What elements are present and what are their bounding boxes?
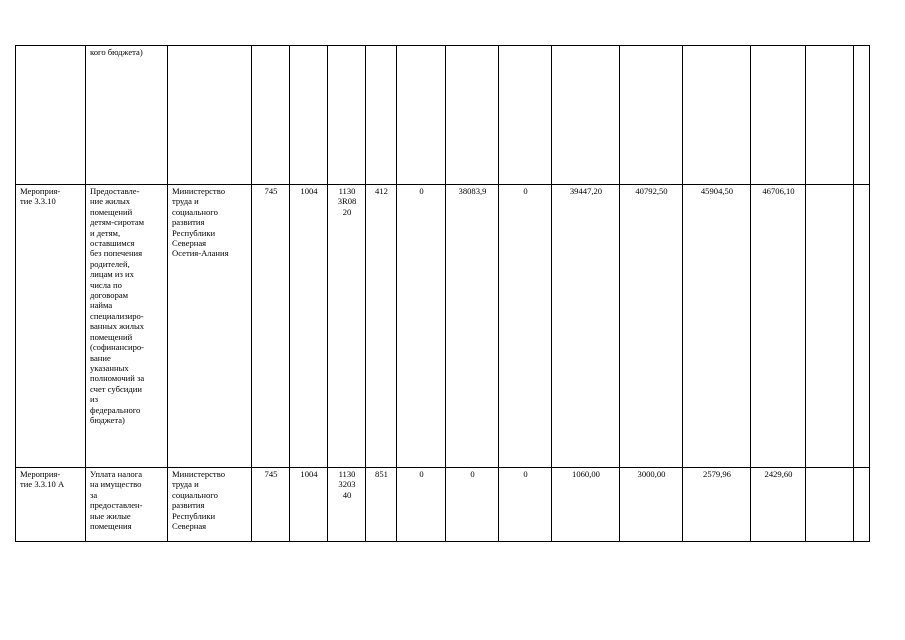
value-cell: 40792,50 xyxy=(620,185,683,468)
value-cell xyxy=(854,185,870,468)
value-cell xyxy=(683,46,751,185)
activity-description-cell: кого бюджета) xyxy=(86,46,168,185)
value-cell: 3000,00 xyxy=(620,468,683,542)
vr-cell xyxy=(366,46,397,185)
executor-cell xyxy=(168,46,252,185)
value-cell xyxy=(806,46,854,185)
rzpr-cell xyxy=(290,46,328,185)
value-cell xyxy=(854,46,870,185)
executor-cell: Министерство труда и социального развития Республики Северная Осетия-Алания xyxy=(168,185,252,468)
value-cell xyxy=(397,46,446,185)
value-cell xyxy=(446,46,499,185)
rzpr-cell: 1004 xyxy=(290,185,328,468)
csr-cell xyxy=(328,46,366,185)
value-cell xyxy=(854,468,870,542)
value-cell xyxy=(806,185,854,468)
value-cell xyxy=(806,468,854,542)
value-cell xyxy=(620,46,683,185)
table-row xyxy=(16,185,870,468)
activity-description-cell: Уплата налога на имущество за предоставлен- ные жилые помещения xyxy=(86,468,168,542)
grbs-cell xyxy=(252,46,290,185)
activity-name-cell xyxy=(16,46,86,185)
value-cell xyxy=(499,46,552,185)
grbs-cell: 745 xyxy=(252,468,290,542)
activity-name-cell: Мероприя- тие 3.3.10 xyxy=(16,185,86,468)
csr-cell: 1130 3R08 20 xyxy=(328,185,366,468)
value-cell: 0 xyxy=(397,468,446,542)
budget-table xyxy=(15,45,870,542)
value-cell xyxy=(751,46,806,185)
activity-description-cell: Предоставле- ние жилых помещений детям-сиротам и детям, оставшимся без попечения родителей, лицам из их числа по договорам найма специализиро- ванных жилых помещений (софинансиро- вание указанных полномочий за счет субсидии из федерального бюджета) xyxy=(86,185,168,468)
value-cell: 38083,9 xyxy=(446,185,499,468)
executor-cell: Министерство труда и социального развития Республики Северная xyxy=(168,468,252,542)
value-cell: 0 xyxy=(397,185,446,468)
rzpr-cell: 1004 xyxy=(290,468,328,542)
value-cell: 1060,00 xyxy=(552,468,620,542)
value-cell xyxy=(552,46,620,185)
value-cell: 0 xyxy=(499,468,552,542)
table-row xyxy=(16,468,870,542)
value-cell: 39447,20 xyxy=(552,185,620,468)
value-cell: 0 xyxy=(446,468,499,542)
value-cell: 2579,96 xyxy=(683,468,751,542)
table-row xyxy=(16,46,870,185)
value-cell: 2429,60 xyxy=(751,468,806,542)
value-cell: 45904,50 xyxy=(683,185,751,468)
csr-cell: 1130 3203 40 xyxy=(328,468,366,542)
value-cell: 0 xyxy=(499,185,552,468)
grbs-cell: 745 xyxy=(252,185,290,468)
value-cell: 46706,10 xyxy=(751,185,806,468)
vr-cell: 412 xyxy=(366,185,397,468)
vr-cell: 851 xyxy=(366,468,397,542)
activity-name-cell: Мероприя- тие 3.3.10 А xyxy=(16,468,86,542)
